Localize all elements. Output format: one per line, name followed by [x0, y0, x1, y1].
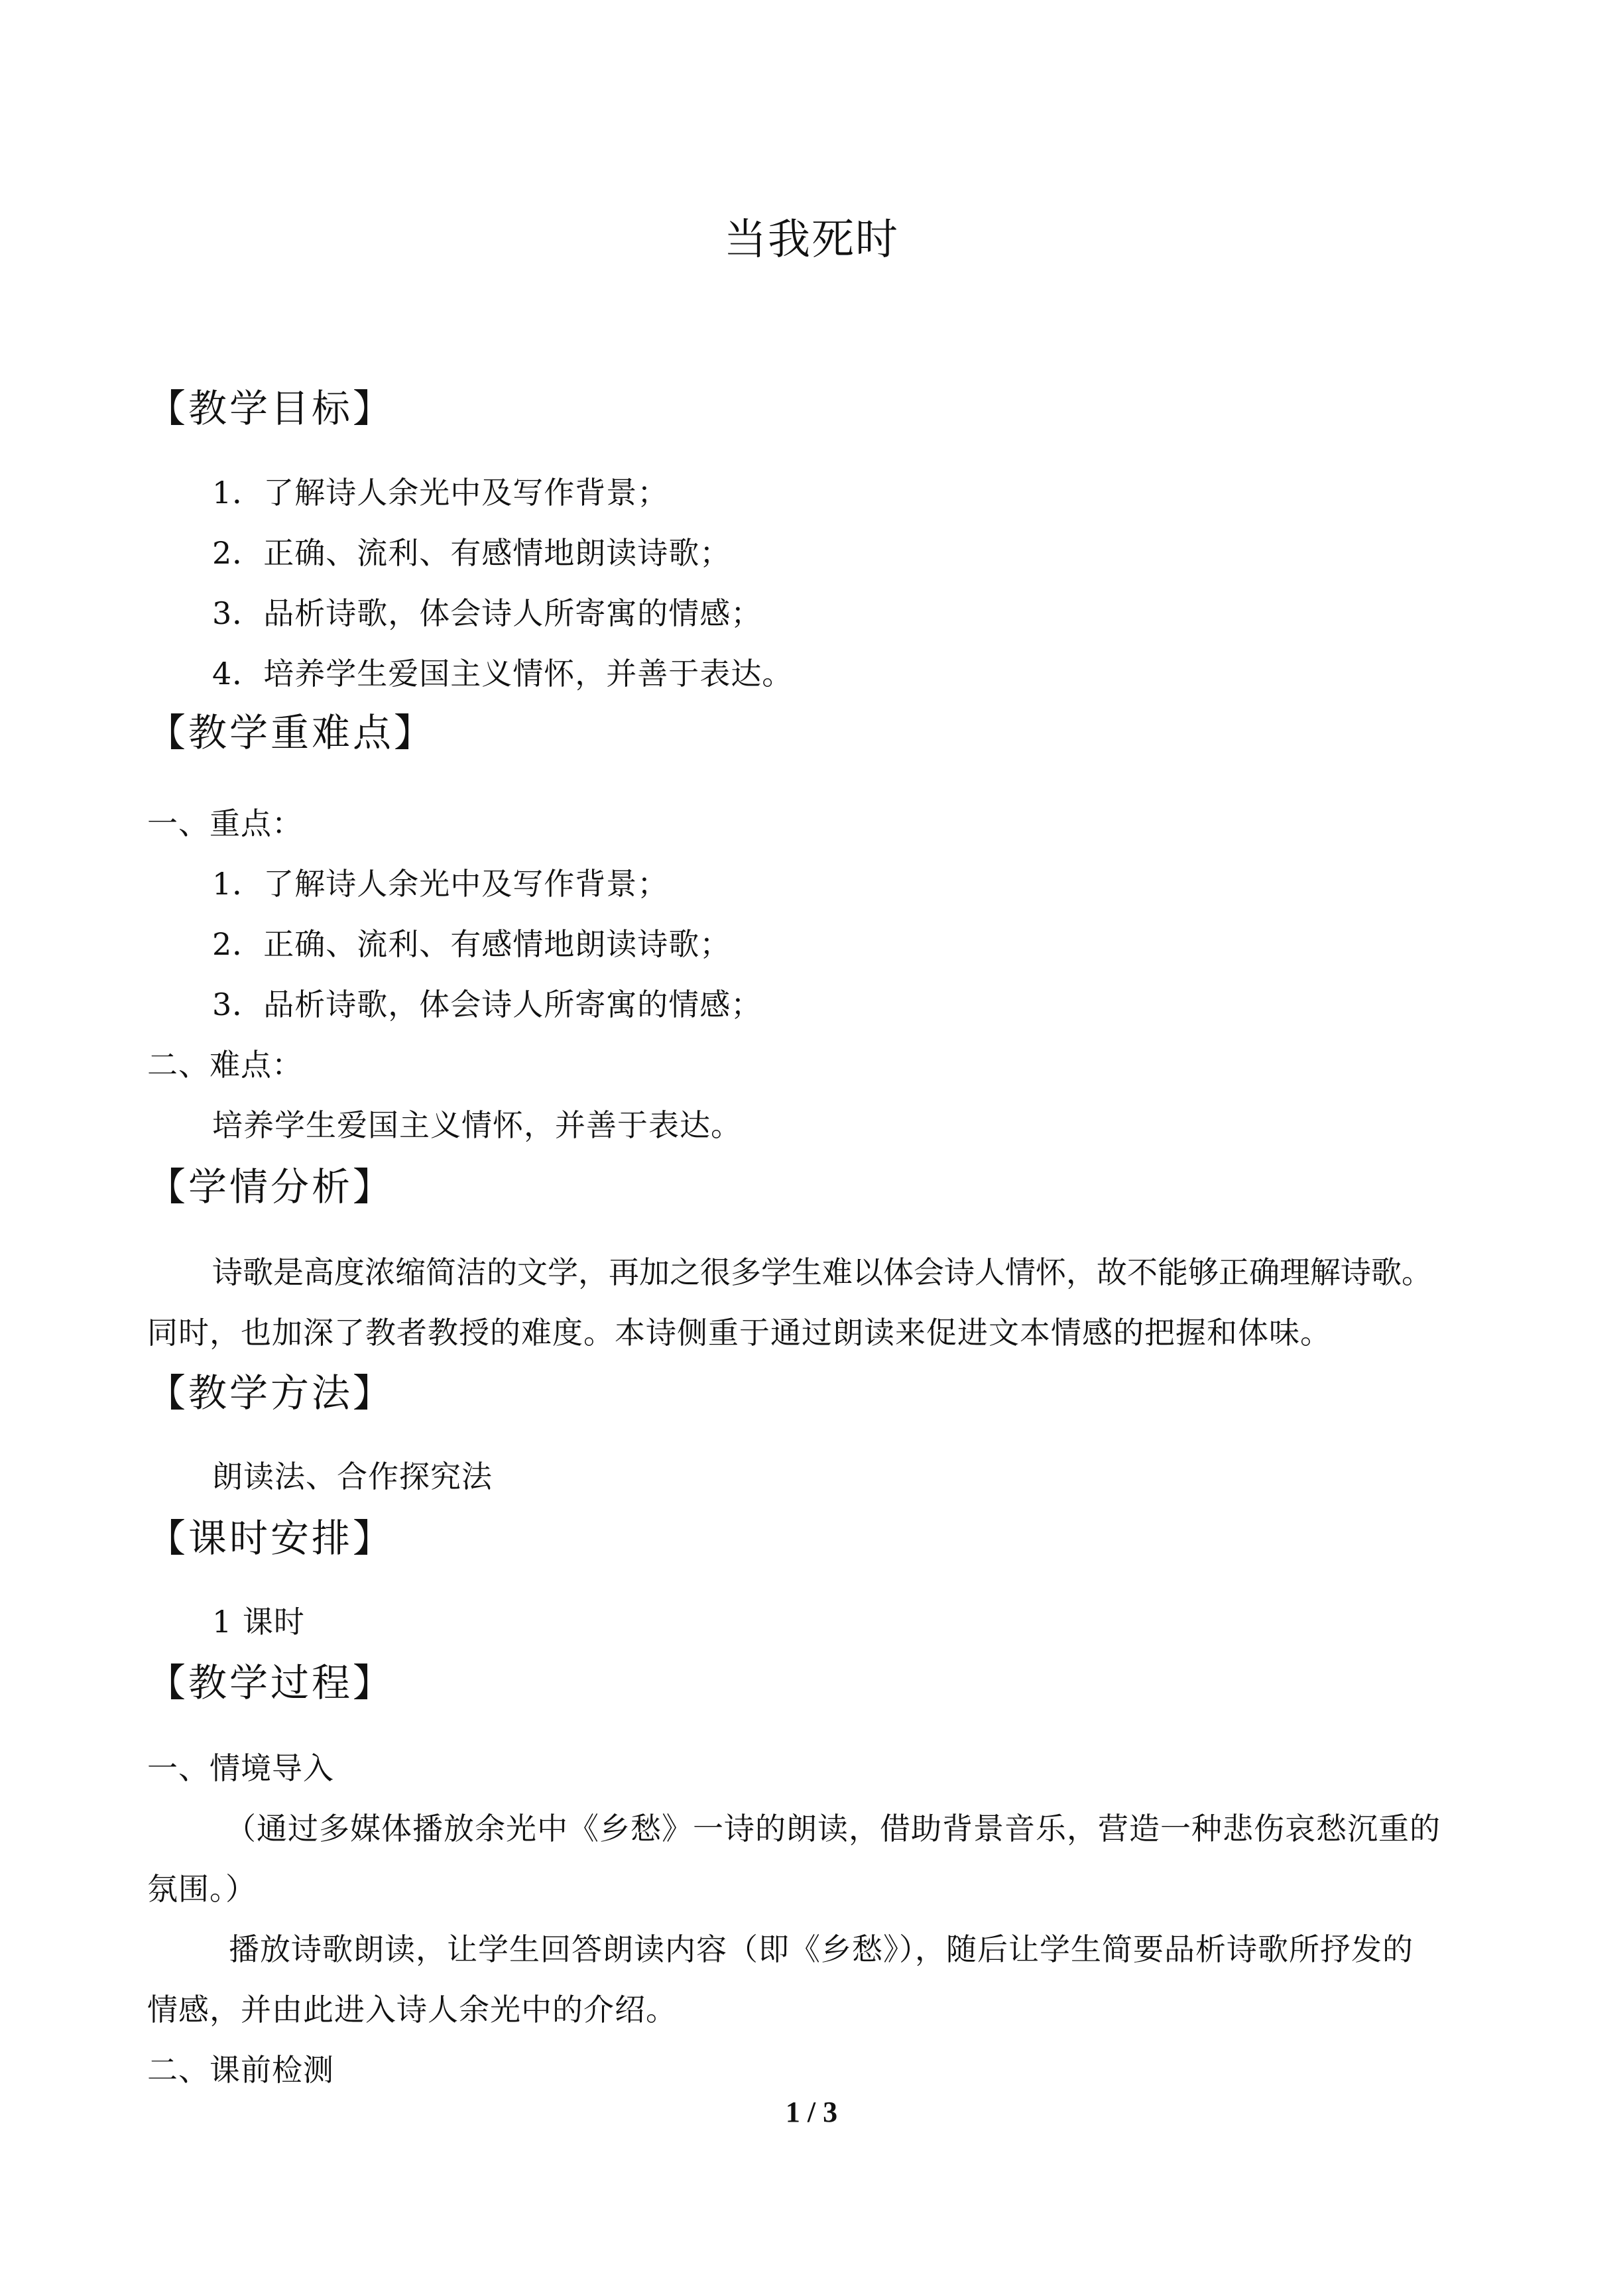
- analysis-heading: 【学情分析】: [147, 1164, 394, 1209]
- focus-item: 3．品析诗歌，体会诗人所寄寓的情感；: [212, 987, 762, 1022]
- difficulty-label: 二、难点：: [147, 1047, 303, 1083]
- objectives-heading: 【教学目标】: [147, 386, 394, 431]
- key-points-heading: 【教学重难点】: [147, 710, 436, 755]
- schedule-text: 1 课时: [212, 1604, 305, 1640]
- page-number: 1 / 3: [785, 2096, 838, 2128]
- objective-item: 3．品析诗歌，体会诗人所寄寓的情感；: [212, 595, 762, 631]
- methods-text: 朗读法、合作探究法: [212, 1459, 493, 1494]
- schedule-heading: 【课时安排】: [147, 1516, 394, 1561]
- focus-label: 一、重点：: [147, 806, 303, 841]
- difficulty-text: 培养学生爱国主义情怀，并善于表达。: [212, 1107, 742, 1143]
- objective-item: 2．正确、流利、有感情地朗读诗歌；: [212, 535, 731, 571]
- document-title: 当我死时: [724, 215, 899, 265]
- focus-item: 1．了解诗人余光中及写作背景；: [212, 866, 669, 902]
- process-note-line: 氛围。）: [147, 1871, 257, 1907]
- process-text-line: 播放诗歌朗读，让学生回答朗读内容（即《乡愁》），随后让学生简要品析诗歌所抒发的: [229, 1931, 1413, 1967]
- objective-item: 4．培养学生爱国主义情怀，并善于表达。: [212, 656, 794, 692]
- analysis-paragraph-line: 诗歌是高度浓缩简洁的文学，再加之很多学生难以体会诗人情怀，故不能够正确理解诗歌。: [212, 1254, 1432, 1290]
- objective-item: 1．了解诗人余光中及写作背景；: [212, 475, 669, 511]
- process-heading: 【教学过程】: [147, 1660, 394, 1705]
- process-step-label: 一、情境导入: [147, 1750, 334, 1786]
- process-note-line: （通过多媒体播放余光中《乡愁》一诗的朗读，借助背景音乐，营造一种悲伤哀愁沉重的: [225, 1811, 1441, 1846]
- process-text-line: 情感，并由此进入诗人余光中的介绍。: [147, 1992, 677, 2027]
- focus-item: 2．正确、流利、有感情地朗读诗歌；: [212, 926, 731, 962]
- analysis-paragraph-line: 同时，也加深了教者教授的难度。本诗侧重于通过朗读来促进文本情感的把握和体味。: [147, 1315, 1331, 1351]
- process-step-label: 二、课前检测: [147, 2052, 334, 2088]
- methods-heading: 【教学方法】: [147, 1370, 394, 1416]
